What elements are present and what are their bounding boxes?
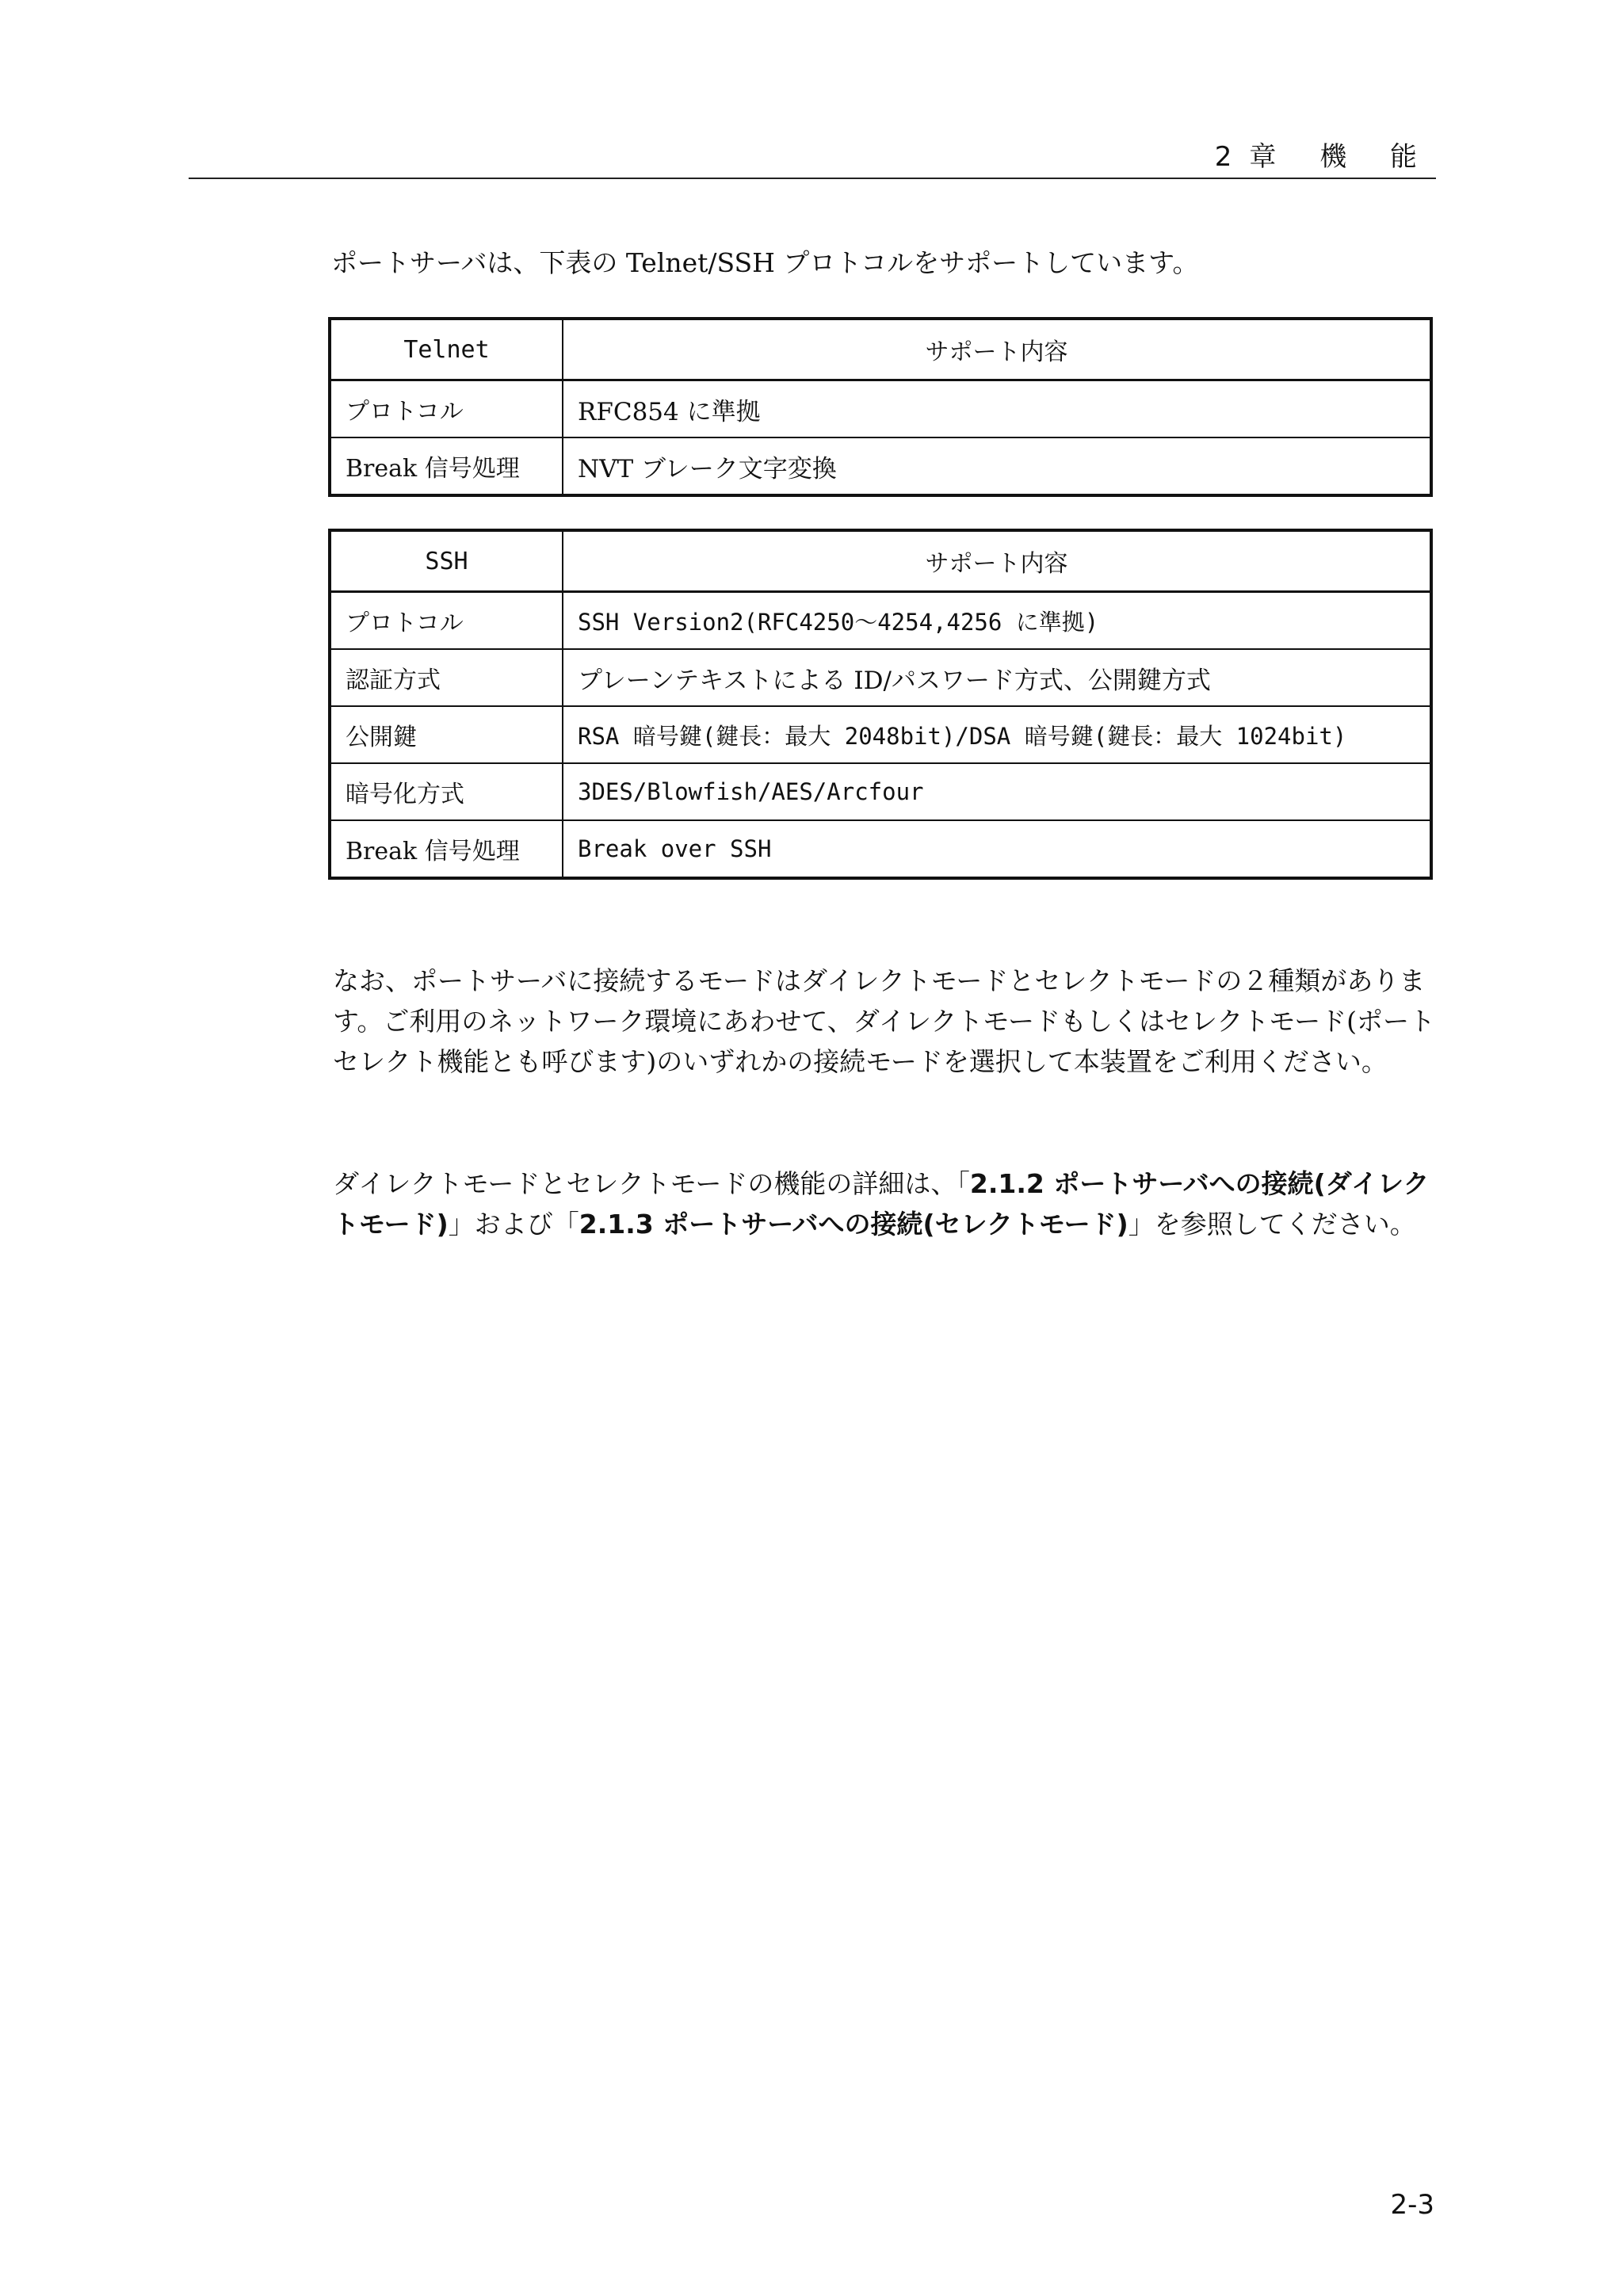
table-row bbox=[330, 437, 1431, 495]
table-cell-feature: Break 信号処理 bbox=[330, 437, 563, 495]
table-row bbox=[330, 649, 1431, 706]
connection-modes-paragraph: なお、ポートサーバに接続するモードはダイレクトモードとセレクトモードの２種類があります。ご利用のネットワーク環境にあわせて、ダイレクトモードもしくはセレクトモード(ポートセレクト機能とも呼びます)のいずれかの接続モードを選択して本装置をご利用ください。 bbox=[333, 965, 1435, 1077]
table-cell-feature: 暗号化方式 bbox=[330, 763, 563, 820]
paragraph-text: 」を参照してください。 bbox=[1128, 1209, 1416, 1240]
table-cell-support: NVT ブレーク文字変換 bbox=[563, 437, 1431, 495]
section-reference-select-mode: 2.1.3 ポートサーバへの接続(セレクトモード) bbox=[579, 1209, 1128, 1240]
intro-text: ポートサーバは、下表の Telnet/SSH プロトコルをサポートしています。 bbox=[331, 247, 1199, 278]
page-number: 2-3 bbox=[1390, 2189, 1434, 2221]
table-row bbox=[330, 380, 1431, 438]
table-cell-support: Break over SSH bbox=[563, 820, 1431, 878]
section-reference-direct-mode: 2.1.2 ポートサーバへの接続(ダイレクトモード) bbox=[333, 1168, 1430, 1240]
table-cell-feature: プロトコル bbox=[330, 592, 563, 650]
table-row bbox=[330, 820, 1431, 878]
table-row bbox=[330, 592, 1431, 650]
paragraph-text: 」および「 bbox=[448, 1209, 579, 1240]
table-row bbox=[330, 763, 1431, 820]
table-cell-support: 3DES/Blowfish/AES/Arcfour bbox=[563, 763, 1431, 820]
column-header: Telnet bbox=[330, 319, 563, 380]
table-cell-feature: 公開鍵 bbox=[330, 706, 563, 763]
table-cell-feature: プロトコル bbox=[330, 380, 563, 438]
table-cell-feature: 認証方式 bbox=[330, 649, 563, 706]
table-header-row bbox=[330, 319, 1431, 380]
table-cell-support: プレーンテキストによる ID/パスワード方式、公開鍵方式 bbox=[563, 649, 1431, 706]
table-header-row bbox=[330, 530, 1431, 592]
ssh-support-table bbox=[328, 529, 1433, 880]
table-cell-support: RSA 暗号鍵(鍵長：最大 2048bit)/DSA 暗号鍵(鍵長：最大 1024bit) bbox=[563, 706, 1431, 763]
column-header: サポート内容 bbox=[563, 530, 1431, 592]
paragraph-text: ダイレクトモードとセレクトモードの機能の詳細は、「 bbox=[333, 1168, 970, 1199]
telnet-support-table bbox=[328, 317, 1433, 497]
header-divider bbox=[189, 178, 1436, 179]
table-row bbox=[330, 706, 1431, 763]
chapter-title: 2章 機 能 bbox=[1214, 141, 1434, 173]
table-cell-support: RFC854 に準拠 bbox=[563, 380, 1431, 438]
column-header: SSH bbox=[330, 530, 563, 592]
table-cell-support: SSH Version2(RFC4250～4254,4256 に準拠) bbox=[563, 592, 1431, 650]
reference-paragraph bbox=[333, 1163, 1436, 1244]
column-header: サポート内容 bbox=[563, 319, 1431, 380]
table-cell-feature: Break 信号処理 bbox=[330, 820, 563, 878]
